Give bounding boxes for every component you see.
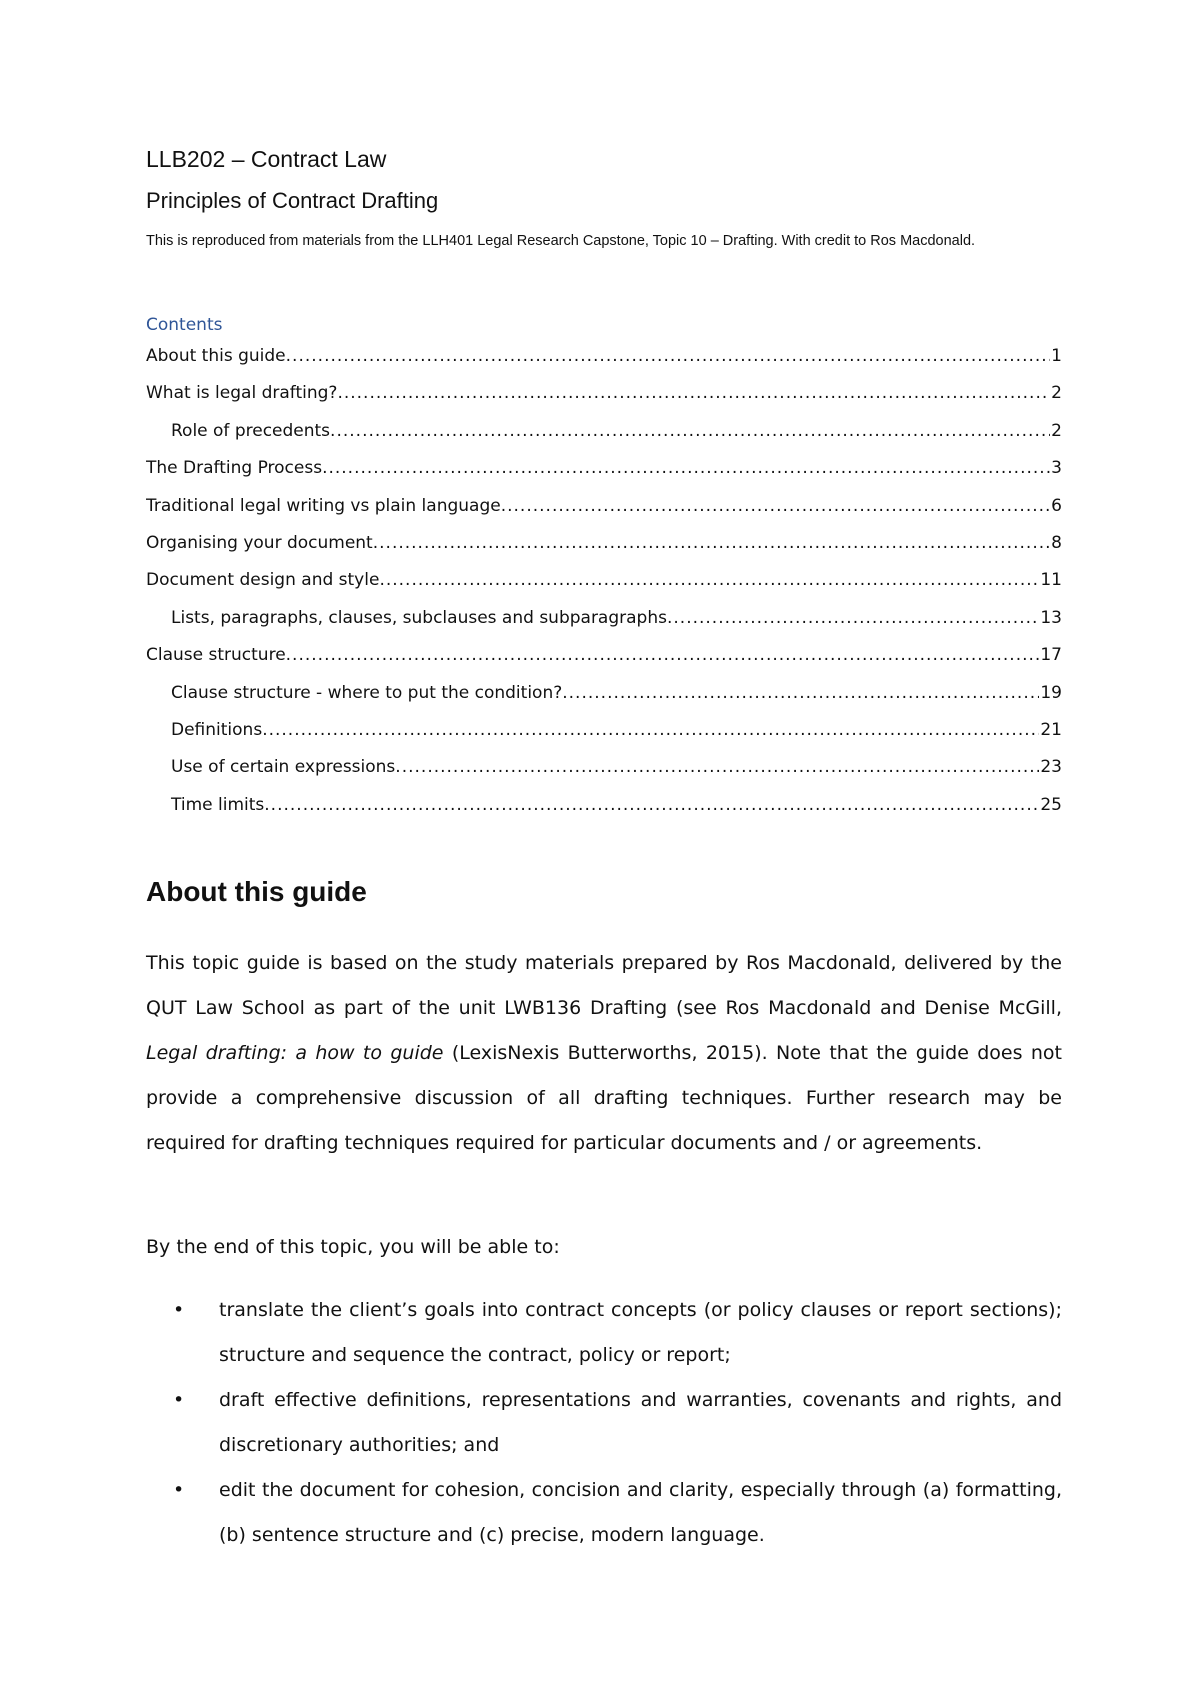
toc-entry-page: 8 [1051,532,1062,553]
toc-heading: Contents [146,315,223,335]
objective-text: translate the client’s goals into contract concepts (or policy clauses or report sections); structure and sequence the contract, policy or report; [219,1299,1062,1366]
toc-dot-leader [330,413,1050,450]
toc-entry-title: Traditional legal writing vs plain language [146,495,501,516]
book-title: Legal drafting: a how to guide [146,1042,444,1064]
course-title: LLB202 – Contract Law [146,146,387,172]
toc-entry[interactable] [146,712,1062,749]
toc-entry[interactable] [146,488,1062,525]
toc-entry-title: Use of certain expressions [171,757,396,778]
toc-entry[interactable] [146,787,1062,824]
intro-paragraph-text-a: This topic guide is based on the study materials prepared by Ros Macdonald, delivered by the QUT Law School as part of the unit LWB136 Drafting (see Ros Macdonald and Denise McGill, [146,952,1062,1019]
toc-dot-leader [379,562,1039,599]
toc-entry-page: 17 [1040,645,1062,666]
toc-entry[interactable] [146,675,1062,712]
toc-entry-page: 13 [1040,607,1062,628]
toc-entry-page: 2 [1051,420,1062,441]
objective-item [146,1378,1062,1468]
toc-dot-leader [562,675,1039,712]
toc-dot-leader [264,787,1039,824]
toc-entry-title: Clause structure - where to put the condition? [171,682,563,703]
toc-dot-leader [262,712,1039,749]
toc-dot-leader [501,488,1050,525]
toc-entry-title: Role of precedents [171,420,331,441]
toc-entry[interactable] [146,637,1062,674]
toc-entry-title: Lists, paragraphs, clauses, subclauses and subparagraphs [171,607,667,628]
toc-entry-page: 3 [1051,458,1062,479]
toc-entry-page: 23 [1040,757,1062,778]
section-heading: About this guide [146,876,367,907]
toc-dot-leader [322,450,1050,487]
toc-entry-title: Document design and style [146,570,380,591]
toc-entry-title: Time limits [171,794,265,815]
intro-paragraph-text-b: (LexisNexis Butterworths, 2015). Note that the guide does not provide a comprehensive discussion of all drafting techniques. Further research may be required for drafting techniques required for particular documents and / or agreements. [146,1042,1062,1154]
toc-entry-page: 19 [1040,682,1062,703]
objective-item [146,1468,1062,1558]
toc-entry[interactable] [146,562,1062,599]
toc-dot-leader [373,525,1050,562]
toc-entry-page: 1 [1051,346,1062,366]
intro-paragraph [146,941,1062,1166]
objectives-list [146,1288,1062,1558]
bullet-icon: • [173,1479,185,1501]
toc-entry[interactable] [146,375,1062,412]
bullet-icon: • [173,1299,185,1321]
document-title: Principles of Contract Drafting [146,188,439,213]
table-of-contents [146,338,1062,824]
toc-dot-leader [667,600,1039,637]
toc-entry-title: Organising your document [146,532,373,553]
toc-entry-page: 6 [1051,495,1062,516]
objective-text: draft effective definitions, representations and warranties, covenants and rights, and discretionary authorities; and [219,1389,1062,1456]
objectives-lead: By the end of this topic, you will be able to: [146,1236,560,1258]
objective-item [146,1288,1062,1378]
objective-text: edit the document for cohesion, concision and clarity, especially through (a) formatting, (b) sentence structure and (c) precise, modern language. [219,1479,1062,1546]
toc-entry-page: 11 [1040,570,1062,591]
toc-entry-title: About this guide [146,346,286,366]
toc-entry-title: The Drafting Process [146,458,323,479]
intro-note: This is reproduced from materials from the LLH401 Legal Research Capstone, Topic 10 – Drafting. With credit to Ros Macdonald. [146,233,976,249]
toc-entry[interactable] [146,525,1062,562]
toc-dot-leader [395,749,1039,786]
bullet-icon: • [173,1389,185,1411]
toc-entry[interactable] [146,450,1062,487]
toc-entry[interactable] [146,749,1062,786]
toc-dot-leader [337,375,1050,412]
toc-entry-title: Clause structure [146,645,286,666]
toc-entry-page: 2 [1051,383,1062,404]
toc-entry-page: 21 [1040,719,1062,740]
toc-entry-page: 25 [1040,794,1062,815]
toc-dot-leader [286,338,1051,375]
toc-entry[interactable] [146,338,1062,375]
toc-entry[interactable] [146,413,1062,450]
toc-entry[interactable] [146,600,1062,637]
toc-entry-title: What is legal drafting? [146,383,338,404]
toc-entry-title: Definitions [171,719,263,740]
toc-dot-leader [286,637,1040,674]
